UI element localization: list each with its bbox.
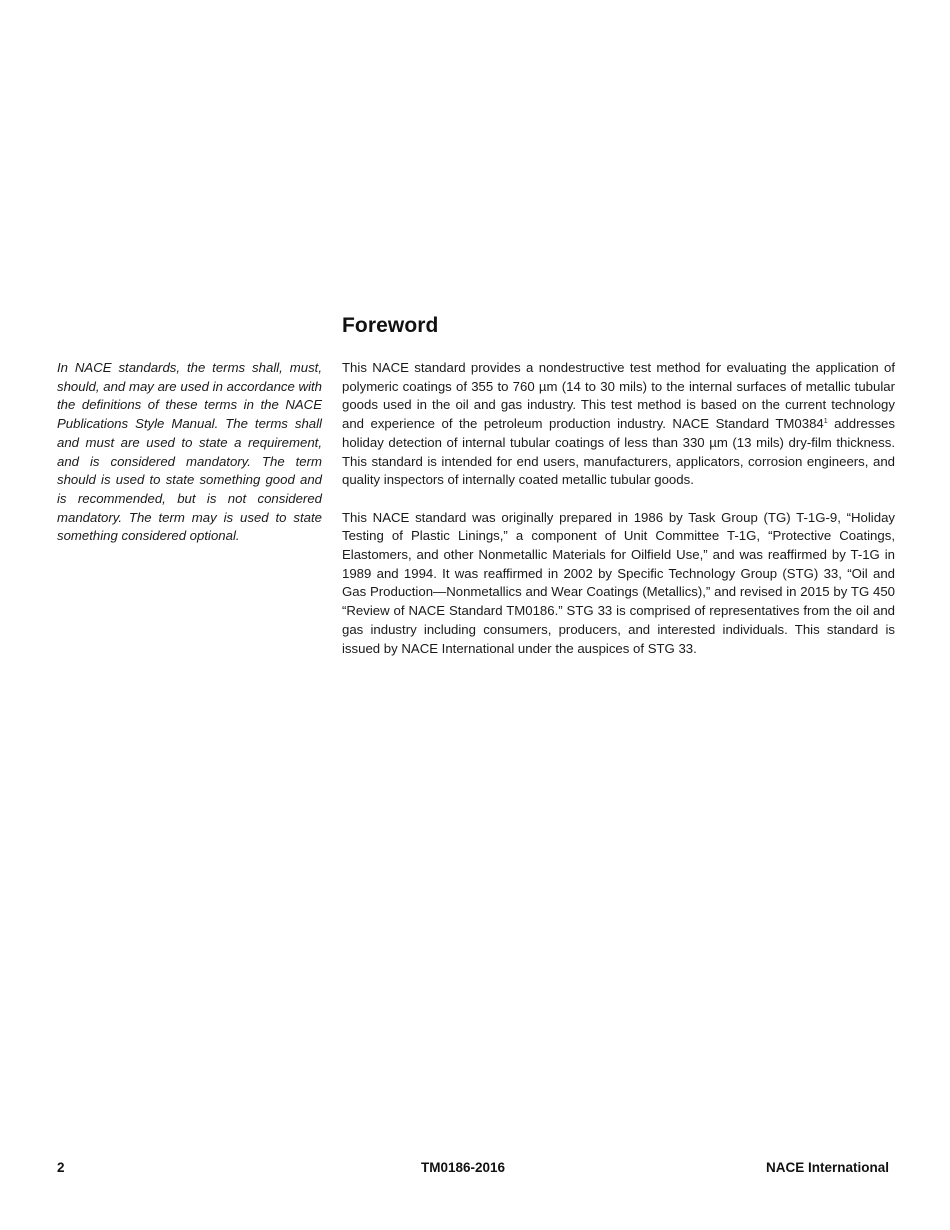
reference-marker[interactable]: 1: [823, 418, 828, 426]
footer-organization: NACE International: [765, 1160, 889, 1175]
paragraph-1-text-continued: addresses holiday detection of internal tubular coatings of less than 330 µm (13 mils) dry-film thickness. This standard is intended for end users, manufacturers, applicators, corrosion engineers, and quality inspectors of internally coated metallic tubular goods.: [342, 416, 895, 488]
section-heading: Foreword: [342, 314, 439, 337]
paragraph-1-text: This NACE standard provides a nondestructive test method for evaluating the application of polymeric coatings of 355 to 760 µm (14 to 30 mils) to the internal surfaces of metallic tubular goods used in the oil and gas industry. This test method is based on the current technology and experience of the petroleum production industry. NACE Standard TM0384: [342, 360, 895, 432]
terminology-note: In NACE standards, the terms shall, must, should, and may are used in accordance with the definitions of these terms in the NACE Publications Style Manual. The terms shall and must are used to state a requirement, and is considered mandatory. The term should is used to state something good and is recommended, but is not considered mandatory. The term may is used to state something considered optional.: [57, 360, 322, 544]
footer-page-number: 2: [57, 1160, 65, 1175]
footer-document-id: TM0186-2016: [421, 1160, 506, 1175]
foreword-body: [342, 359, 895, 677]
foreword-paragraph-2: This NACE standard was originally prepared in 1986 by Task Group (TG) T-1G-9, “Holiday Testing of Plastic Linings,” a component of Unit Committee T-1G, “Protective Coatings, Elastomers, and other Nonmetallic Materials for Oilfield Use,” and was reaffirmed by T-1G in 1989 and 1994. It was reaffirmed in 2002 by Specific Technology Group (STG) 33, “Oil and Gas Production—Nonmetallics and Wear Coatings (Metallics),” and revised in 2015 by TG 450 “Review of NACE Standard TM0186.” STG 33 is comprised of representatives from the oil and gas industry including consumers, producers, and interested individuals. This standard is issued by NACE International under the auspices of STG 33.: [342, 509, 895, 656]
foreword-paragraph-1: [342, 359, 895, 490]
